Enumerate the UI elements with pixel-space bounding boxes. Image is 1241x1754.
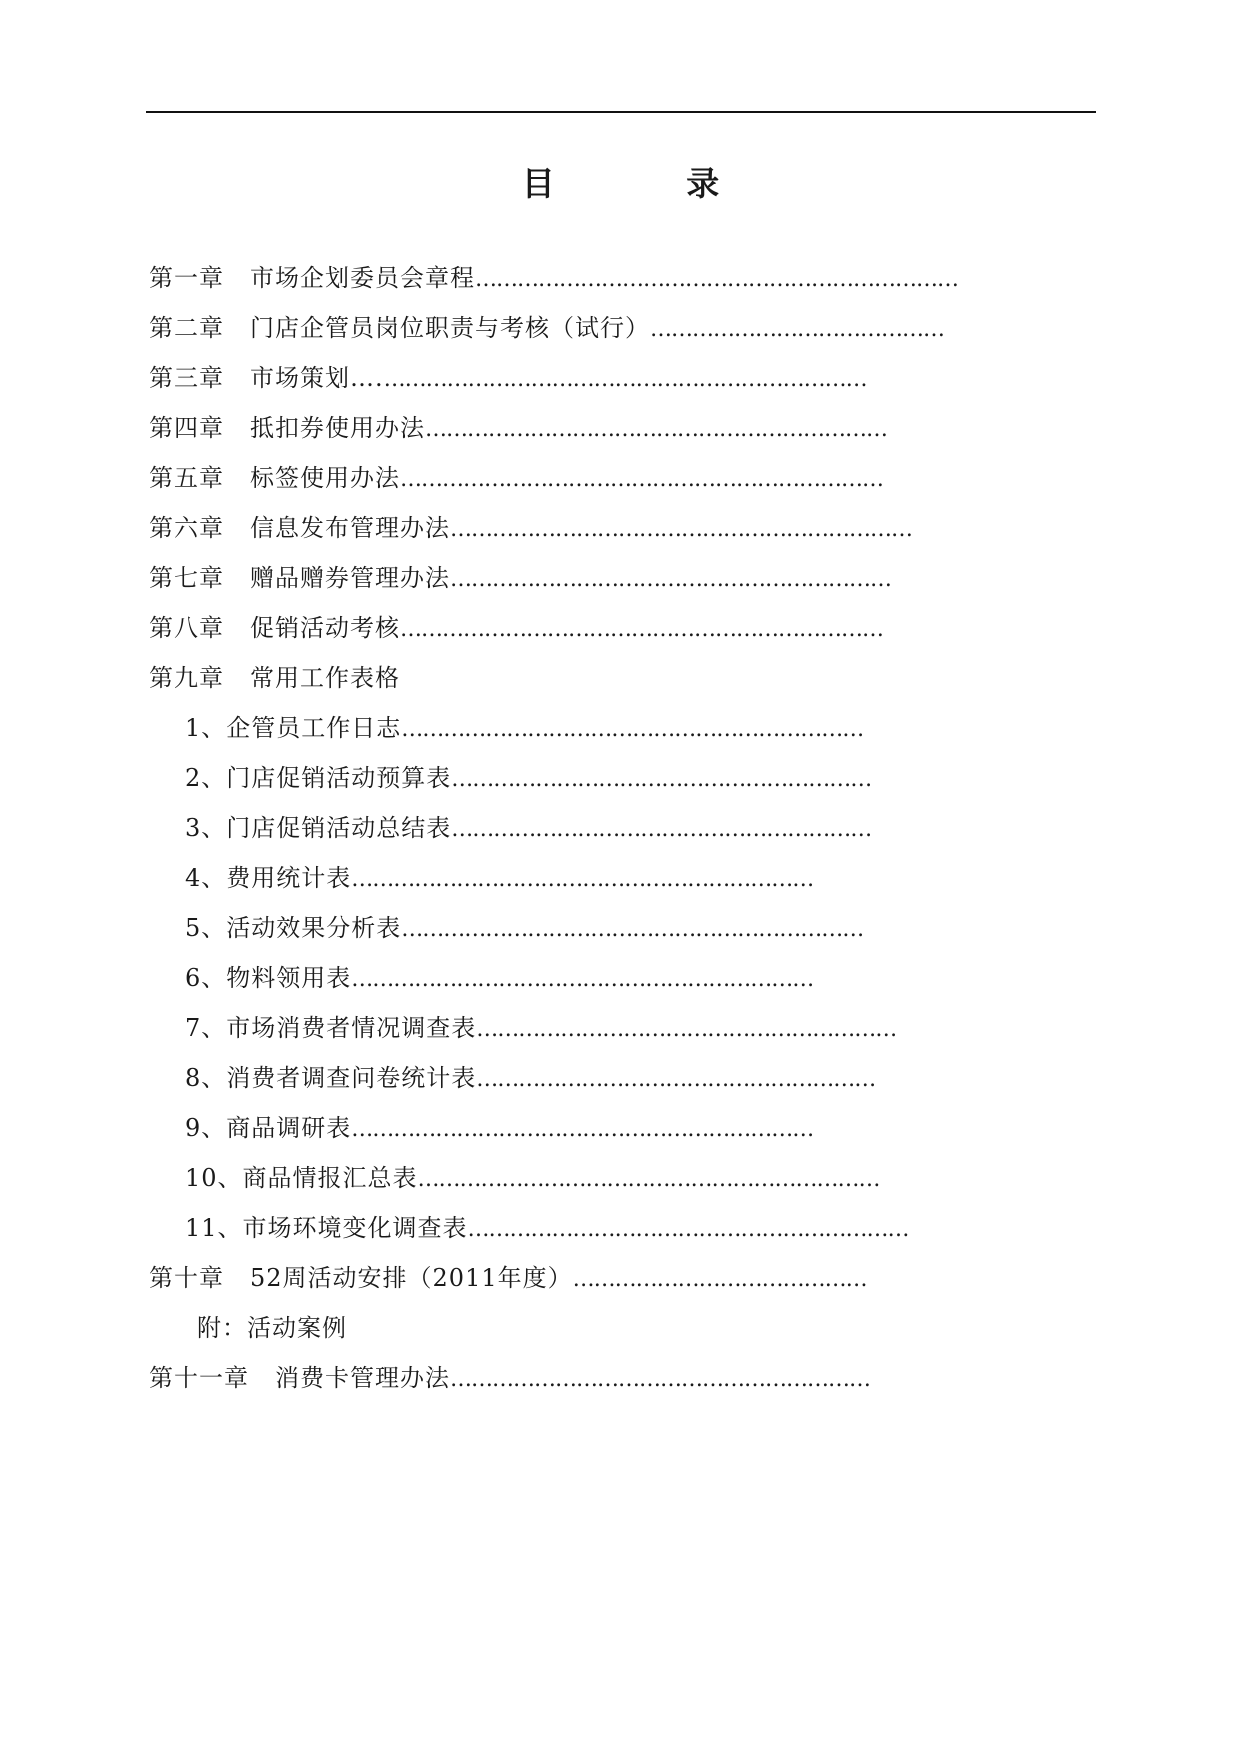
toc-sub-entry[interactable] bbox=[185, 1008, 896, 1048]
toc-entry-title: 门店企管员岗位职责与考核（试行） bbox=[250, 314, 650, 342]
toc-sub-entry[interactable] bbox=[185, 1158, 880, 1198]
toc-entry-title: 5、活动效果分析表 bbox=[185, 914, 402, 942]
toc-leader-dots: ………………………………………………… bbox=[476, 1067, 876, 1092]
toc-leader-dots: ………………………………………………………… bbox=[351, 1117, 814, 1142]
toc-chapter-number: 第三章 bbox=[149, 364, 224, 392]
toc-chapter-number: 第九章 bbox=[149, 664, 224, 692]
toc-sub-entry[interactable] bbox=[185, 1208, 909, 1248]
toc-entry-title: 8、消费者调查问卷统计表 bbox=[185, 1064, 477, 1092]
toc-sub-entry[interactable] bbox=[185, 1058, 875, 1098]
toc-chapter-number: 第一章 bbox=[149, 264, 224, 292]
toc-chapter-number: 第四章 bbox=[149, 414, 224, 442]
toc-chapter-number: 第八章 bbox=[149, 614, 224, 642]
toc-leader-dots: …………………………………………………………… bbox=[400, 617, 883, 642]
toc-sub-entry[interactable] bbox=[185, 758, 871, 798]
toc-chapter-number: 第十章 bbox=[149, 1264, 224, 1292]
toc-entry-title: 附：活动案例 bbox=[197, 1314, 347, 1342]
toc-entry-title: 4、费用统计表 bbox=[185, 864, 352, 892]
toc-entry-title: 10、商品情报汇总表 bbox=[185, 1164, 418, 1192]
toc-entry-title: 市场企划委员会章程 bbox=[250, 264, 475, 292]
toc-leader-dots: …………………………………… bbox=[650, 317, 944, 342]
toc-chapter-number: 第二章 bbox=[149, 314, 224, 342]
toc-leader-dots: ……………………………………………………… bbox=[450, 567, 891, 592]
toc-sub-entry[interactable] bbox=[185, 908, 863, 948]
page-title: 目 录 bbox=[521, 164, 780, 203]
toc-leader-dots: ………………………………………………………… bbox=[450, 517, 912, 542]
toc-entry-title: 抵扣券使用办法 bbox=[250, 414, 425, 442]
toc-entry-title: 3、门店促销活动总结表 bbox=[185, 814, 452, 842]
toc-entry-title: 赠品赠券管理办法 bbox=[250, 564, 450, 592]
toc-leader-dots: ………………………………………………………… bbox=[351, 867, 814, 892]
toc-chapter-number: 第十一章 bbox=[149, 1364, 249, 1392]
toc-sub-entry[interactable] bbox=[185, 1108, 813, 1148]
toc-entry[interactable] bbox=[149, 408, 887, 448]
toc-entry[interactable] bbox=[149, 508, 912, 548]
toc-entry-title: 52周活动安排（2011年度） bbox=[250, 1264, 573, 1292]
toc-leader-dots: …………………………………………………… bbox=[450, 1367, 870, 1392]
toc-chapter-number: 第七章 bbox=[149, 564, 224, 592]
toc-entry[interactable] bbox=[149, 608, 883, 648]
toc-entry[interactable] bbox=[149, 458, 883, 498]
toc-leader-dots: …………………………………………………… bbox=[451, 817, 872, 842]
toc-entry-title: 常用工作表格 bbox=[250, 664, 400, 692]
toc-entry-title: 标签使用办法 bbox=[250, 464, 400, 492]
toc-leader-dots: ……………………………………………………… bbox=[467, 1217, 909, 1242]
toc-entry-title: 市场策划…. bbox=[250, 364, 384, 392]
toc-leader-dots: …………………………………………………… bbox=[451, 767, 872, 792]
toc-sub-entry[interactable] bbox=[185, 958, 813, 998]
toc-entry-title: 9、商品调研表 bbox=[185, 1114, 352, 1142]
toc-sub-entry[interactable] bbox=[185, 808, 871, 848]
toc-leader-dots: …………………………………… bbox=[572, 1267, 867, 1292]
toc-leader-dots: ………………………………………………………… bbox=[401, 917, 864, 942]
toc-leader-dots: ………………………………………………………… bbox=[417, 1167, 880, 1192]
toc-entry[interactable] bbox=[149, 308, 944, 348]
header-rule bbox=[146, 111, 1096, 113]
toc-chapter-number: 第五章 bbox=[149, 464, 224, 492]
toc-entry-title: 7、市场消费者情况调查表 bbox=[185, 1014, 477, 1042]
toc-sub-entry[interactable] bbox=[185, 858, 813, 898]
toc-chapter-number: 第六章 bbox=[149, 514, 224, 542]
toc-leader-dots: ………………………………………………………… bbox=[401, 717, 864, 742]
toc-leader-dots: …………………………………………………… bbox=[476, 1017, 897, 1042]
toc-entry[interactable] bbox=[149, 558, 891, 598]
toc-appendix-note[interactable] bbox=[197, 1308, 347, 1348]
toc-leader-dots: …………………………………………………………… bbox=[400, 467, 883, 492]
toc-entry-title: 6、物料领用表 bbox=[185, 964, 352, 992]
toc-entry-title: 1、企管员工作日志 bbox=[185, 714, 402, 742]
toc-entry-title: 促销活动考核 bbox=[250, 614, 400, 642]
toc-sub-entry[interactable] bbox=[185, 708, 863, 748]
toc-entry-title: 信息发布管理办法 bbox=[250, 514, 450, 542]
toc-leader-dots: ………………………………………………………… bbox=[351, 967, 814, 992]
toc-leader-dots: ………………………………………………………… bbox=[425, 417, 887, 442]
toc-entry[interactable] bbox=[149, 1358, 870, 1398]
toc-leader-dots: …………………………………………………………… bbox=[475, 267, 958, 292]
toc-entry[interactable] bbox=[149, 358, 867, 398]
toc-entry-title: 2、门店促销活动预算表 bbox=[185, 764, 452, 792]
toc-entry[interactable] bbox=[149, 658, 400, 698]
toc-entry-title: 11、市场环境变化调查表 bbox=[185, 1214, 468, 1242]
toc-entry[interactable] bbox=[149, 1258, 867, 1298]
toc-leader-dots: …………………………………………………………… bbox=[383, 367, 867, 392]
toc-entry[interactable] bbox=[149, 258, 958, 298]
toc-entry-title: 消费卡管理办法 bbox=[275, 1364, 450, 1392]
